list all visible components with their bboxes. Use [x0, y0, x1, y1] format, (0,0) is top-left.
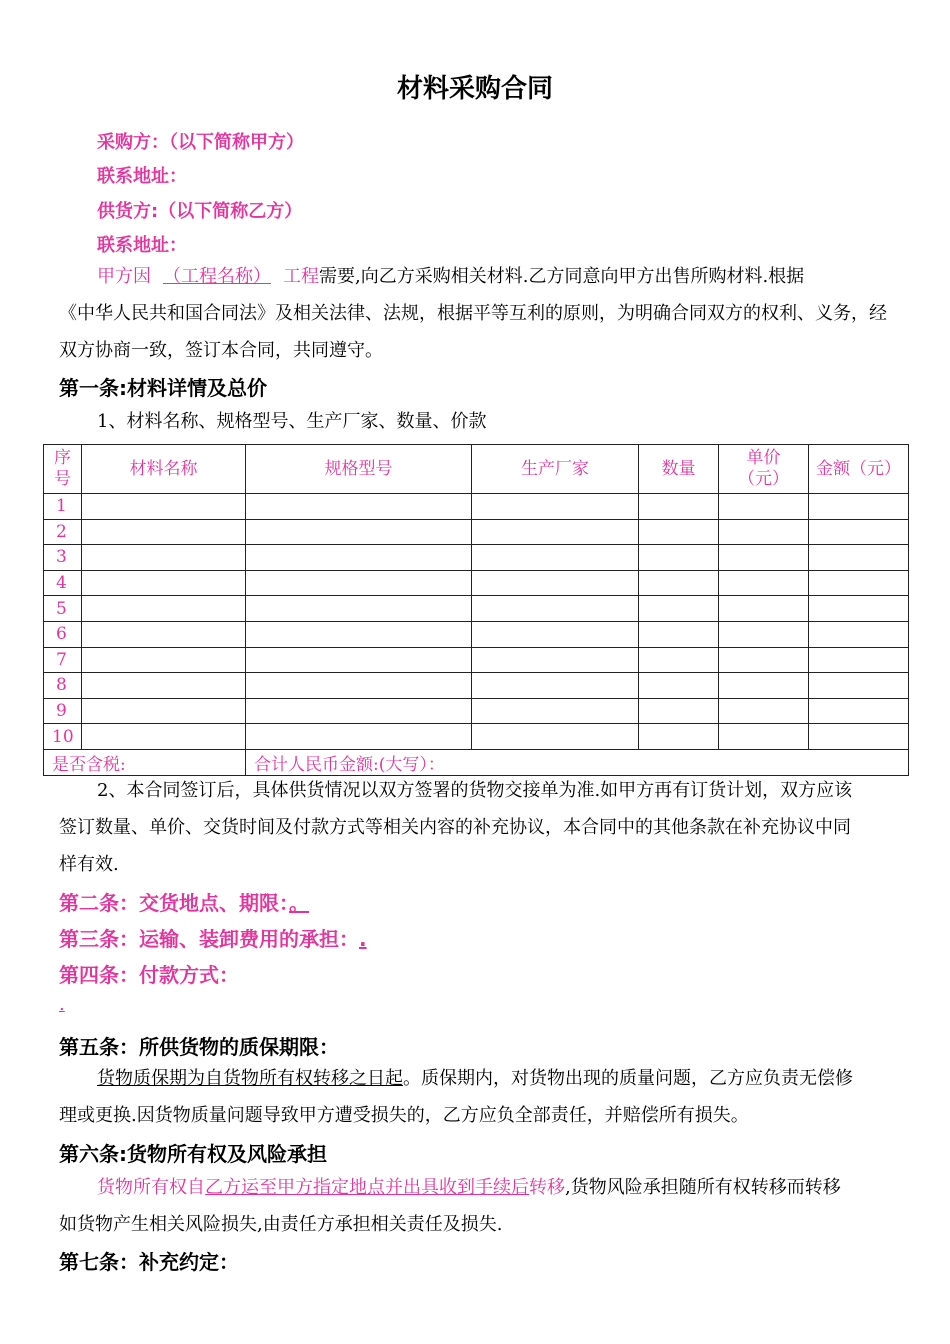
row-index: 7: [44, 647, 82, 673]
cell-spec-model[interactable]: [246, 673, 472, 699]
cell-spec-model[interactable]: [246, 724, 472, 750]
row-index: 10: [44, 724, 82, 750]
header-index: 序 号: [44, 445, 82, 494]
cell-material-name[interactable]: [82, 724, 246, 750]
cell-spec-model[interactable]: [246, 494, 472, 520]
cell-manufacturer[interactable]: [472, 596, 639, 622]
table-row: [44, 596, 909, 622]
table-row: [44, 698, 909, 724]
article7-heading: 第七条：补充约定：: [59, 1250, 239, 1274]
intro-line1-rest: 需要,向乙方采购相关材料.乙方同意向甲方出售所购材料.根据: [319, 266, 805, 287]
supplier-line: 供货方:（以下简称乙方）: [97, 201, 303, 222]
table-header-row: [44, 445, 909, 494]
cell-spec-model[interactable]: [246, 570, 472, 596]
warranty-start-clause: 货物质保期为自货物所有权转移之日起: [97, 1068, 403, 1089]
cell-unit-price[interactable]: [719, 673, 809, 699]
cell-material-name[interactable]: [82, 545, 246, 571]
cell-material-name[interactable]: [82, 570, 246, 596]
supplier-address-line: 联系地址：: [97, 235, 187, 256]
tax-included-field[interactable]: 是否含税:: [44, 749, 246, 775]
materials-table: [43, 444, 909, 776]
cell-amount[interactable]: [809, 647, 909, 673]
cell-amount[interactable]: [809, 519, 909, 545]
row-index: 3: [44, 545, 82, 571]
row-index: 4: [44, 570, 82, 596]
intro-prefix: 甲方因: [97, 266, 151, 287]
cell-manufacturer[interactable]: [472, 621, 639, 647]
cell-quantity[interactable]: [639, 621, 719, 647]
table-row: [44, 545, 909, 571]
cell-amount[interactable]: [809, 596, 909, 622]
row-index: 5: [44, 596, 82, 622]
cell-unit-price[interactable]: [719, 570, 809, 596]
cell-unit-price[interactable]: [719, 545, 809, 571]
cell-unit-price[interactable]: [719, 621, 809, 647]
header-spec-model: 规格型号: [246, 445, 472, 494]
cell-quantity[interactable]: [639, 570, 719, 596]
table-row: [44, 570, 909, 596]
article5-line1: 货物质保期为自货物所有权转移之日起。质保期内，对货物出现的质量问题，乙方应负责无偿修: [97, 1068, 853, 1089]
article6-heading: 第六条:货物所有权及风险承担: [59, 1142, 327, 1166]
table-row: [44, 673, 909, 699]
article3-heading: 第三条：运输、装卸费用的承担：.: [59, 927, 367, 951]
cell-spec-model[interactable]: [246, 647, 472, 673]
article3-blank: .: [359, 927, 367, 951]
cell-quantity[interactable]: [639, 724, 719, 750]
cell-manufacturer[interactable]: [472, 698, 639, 724]
article1-item2-line1: 2、本合同签订后，具体供货情况以双方签署的货物交接单为准.如甲方再有订货计划，双方应该: [97, 780, 853, 801]
article1-item2-line3: 样有效.: [59, 854, 119, 875]
table-row: [44, 519, 909, 545]
cell-unit-price[interactable]: [719, 724, 809, 750]
article1-heading: 第一条:材料详情及总价: [59, 376, 267, 400]
cell-manufacturer[interactable]: [472, 545, 639, 571]
cell-material-name[interactable]: [82, 698, 246, 724]
cell-amount[interactable]: [809, 570, 909, 596]
row-index: 8: [44, 673, 82, 699]
header-material-name: 材料名称: [82, 445, 246, 494]
article1-item2-line2: 签订数量、单价、交货时间及付款方式等相关内容的补充协议，本合同中的其他条款在补充协议中同: [59, 817, 851, 838]
article5-line2: 理或更换.因货物质量问题导致甲方遭受损失的，乙方应负全部责任，并赔偿所有损失。: [59, 1105, 749, 1126]
table-row: [44, 724, 909, 750]
cell-manufacturer[interactable]: [472, 519, 639, 545]
cell-material-name[interactable]: [82, 621, 246, 647]
intro-line-2: 《中华人民共和国合同法》及相关法律、法规，根据平等互利的原则，为明确合同双方的权利、义务，经: [59, 303, 887, 324]
total-amount-field[interactable]: 合计人民币金额:(大写）：: [246, 749, 909, 775]
article6-line1: 货物所有权自乙方运至甲方指定地点并出具收到手续后转移,货物风险承担随所有权转移而转移: [97, 1177, 841, 1198]
cell-unit-price[interactable]: [719, 698, 809, 724]
cell-quantity[interactable]: [639, 698, 719, 724]
cell-amount[interactable]: [809, 698, 909, 724]
cell-material-name[interactable]: [82, 647, 246, 673]
row-index: 6: [44, 621, 82, 647]
cell-quantity[interactable]: [639, 545, 719, 571]
article6-line2: 如货物产生相关风险损失,由责任方承担相关责任及损失.: [59, 1214, 503, 1235]
article2-blank: 。: [289, 891, 309, 915]
cell-amount[interactable]: [809, 545, 909, 571]
cell-amount[interactable]: [809, 621, 909, 647]
cell-unit-price[interactable]: [719, 647, 809, 673]
cell-quantity[interactable]: [639, 494, 719, 520]
article1-item1: 1、材料名称、规格型号、生产厂家、数量、价款: [97, 411, 487, 432]
cell-unit-price[interactable]: [719, 596, 809, 622]
intro-line-1: [97, 258, 804, 295]
cell-spec-model[interactable]: [246, 519, 472, 545]
article5-heading: 第五条：所供货物的质保期限：: [59, 1035, 339, 1059]
intro-line-3: 双方协商一致，签订本合同，共同遵守。: [59, 340, 383, 361]
cell-material-name[interactable]: [82, 519, 246, 545]
ownership-transfer-clause: 乙方运至甲方指定地点并出具收到手续后: [205, 1177, 529, 1198]
cell-material-name[interactable]: [82, 494, 246, 520]
table-row: [44, 621, 909, 647]
article4-heading: 第四条：付款方式：: [59, 963, 239, 987]
intro-project-suffix: 工程: [283, 266, 319, 287]
cell-manufacturer[interactable]: [472, 647, 639, 673]
cell-unit-price[interactable]: [719, 494, 809, 520]
cell-quantity[interactable]: [639, 673, 719, 699]
row-index: 9: [44, 698, 82, 724]
header-manufacturer: 生产厂家: [472, 445, 639, 494]
row-index: 1: [44, 494, 82, 520]
cell-spec-model[interactable]: [246, 545, 472, 571]
cell-amount[interactable]: [809, 724, 909, 750]
cell-quantity[interactable]: [639, 647, 719, 673]
project-name-blank: （工程名称）: [163, 266, 271, 287]
cell-material-name[interactable]: [82, 596, 246, 622]
header-unit-price: 单价 （元）: [719, 445, 809, 494]
cell-amount[interactable]: [809, 494, 909, 520]
cell-manufacturer[interactable]: [472, 494, 639, 520]
cell-unit-price[interactable]: [719, 519, 809, 545]
buyer-line: 采购方：（以下简称甲方）: [97, 132, 304, 153]
header-amount: 金额（元）: [809, 445, 909, 494]
buyer-address-line: 联系地址：: [97, 166, 187, 187]
header-quantity: 数量: [639, 445, 719, 494]
table-row: [44, 647, 909, 673]
table-row: [44, 494, 909, 520]
cell-quantity[interactable]: [639, 596, 719, 622]
page-title: 材料采购合同: [396, 74, 553, 104]
cell-quantity[interactable]: [639, 519, 719, 545]
cell-manufacturer[interactable]: [472, 724, 639, 750]
cell-spec-model[interactable]: [246, 698, 472, 724]
cell-spec-model[interactable]: [246, 596, 472, 622]
cell-material-name[interactable]: [82, 673, 246, 699]
cell-manufacturer[interactable]: [472, 570, 639, 596]
cell-spec-model[interactable]: [246, 621, 472, 647]
row-index: 2: [44, 519, 82, 545]
cell-manufacturer[interactable]: [472, 673, 639, 699]
article4-blank: .: [59, 994, 65, 1015]
article2-heading: 第二条：交货地点、期限：。: [59, 891, 309, 915]
cell-amount[interactable]: [809, 673, 909, 699]
